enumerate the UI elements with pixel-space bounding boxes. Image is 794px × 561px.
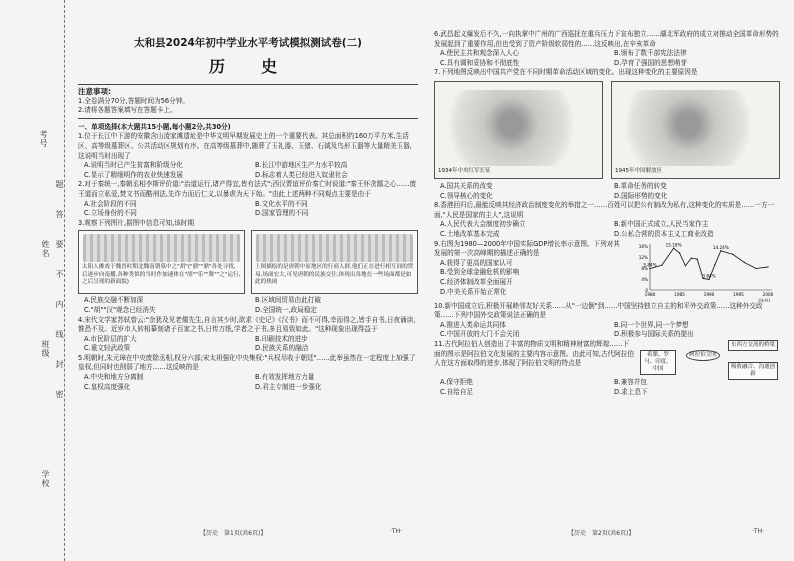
kaohao-label: 考号 <box>39 130 48 148</box>
left-column <box>78 32 418 392</box>
gdp-growth-chart <box>630 240 780 302</box>
option: D.国家管理的不同 <box>255 209 309 218</box>
data-point <box>679 252 680 253</box>
seal-word: 封 <box>55 360 64 369</box>
data-point <box>744 261 745 262</box>
option: A.人民代表大会制度初步确立 <box>440 220 526 229</box>
option: B.受到全球金融危机的影响 <box>440 268 520 277</box>
question-stem: 2.对于秦统一,秦朝丞相李斯评价道:"治道运行,诸产得宜,皆有法式";西汉贾谊评价秦亡时说道:"秦王怀贪鄙之心……废王道而立私爱,焚文书而酷刑法,先诈力而后仁义,以暴虐为天下始。"由此上述两种不同观点主要是由于 <box>78 180 417 198</box>
map-label: 1945年中国解放区 <box>615 168 662 175</box>
option: A.中央和地方分离制 <box>84 373 144 382</box>
option: B.新中国正式成立,人民当家作主 <box>614 220 709 229</box>
question-stem: 9.右图为1980—2000年中国实际GDP增长率示意图。下列对其发展的第一次高峰期的描述正确的是 <box>434 239 620 258</box>
x-axis-label: (年份) <box>758 297 770 302</box>
data-label: 14.24% <box>712 244 729 250</box>
question-stem: 10.新中国成立后,积极开展睦邻友好关系……从"一边倒"到……中国坚持独立自主的和平外交政策……这种外交政策……下列中国外交政策说法正确的是 <box>434 301 763 320</box>
question-stem: 11.古代阿拉伯人创造出了丰富的物质文明和精神财富的辉煌……下面的图示是阿拉伯文化发展的主要内容示意图。由此可知,古代阿拉伯人在这方面取得的进步,体现了阿拉伯文明的特点是 <box>434 339 634 368</box>
x-tick-label: 1980 <box>644 291 656 297</box>
options <box>78 161 418 180</box>
map-label: 1934年中央红军长征 <box>438 168 491 175</box>
figure-right <box>251 230 418 294</box>
q11-block <box>434 340 780 378</box>
options <box>434 49 780 68</box>
seal-word: 题 <box>55 180 64 189</box>
option: D.求上息下 <box>614 387 648 396</box>
option: A.保守拒绝 <box>440 377 473 386</box>
option: C.重文轻武政策 <box>84 344 131 353</box>
option: B.革命任务的转变 <box>614 181 667 190</box>
option: D.君主专制进一步强化 <box>255 382 322 391</box>
q9-block <box>434 240 780 302</box>
seal-word: 密 <box>55 390 64 399</box>
option: C."胡""汉"观念已经消失 <box>84 305 156 314</box>
section-heading: 一、单项选择(本大题共15小题,每小题2分,共30分) <box>78 122 231 131</box>
option: B.区域间贸易由此打破 <box>255 296 321 305</box>
options <box>78 296 418 315</box>
option: D.中美关系开始正常化 <box>440 287 507 296</box>
seal-word: 内 <box>55 300 64 309</box>
note-item: 1.全卷满分70分,答题时间为56分钟。 <box>78 96 189 105</box>
figure-caption: 太阳人傩戏于魏晋时期北魏南朝墓中之"胡"("鼎""鼎"各处寻找,后逐步向南播,各种类似的当时作加速体在"胡""乐""舞""之"运行,之后呈现的新面貌) <box>82 264 241 286</box>
option: C.经济体制改革全面展开 <box>440 277 513 286</box>
data-point <box>756 267 757 268</box>
option: D.孕育了强国的思想萌芽 <box>614 58 688 67</box>
x-tick-label: 2000 <box>762 291 774 297</box>
option: B.兼容并包 <box>614 377 647 386</box>
question-stem: 7.下列地图反映出中国共产党在不同时期革命活动区域的变化。出现这种变化的主要原因是 <box>434 68 698 77</box>
option: C.中国开放的大门不会关闭 <box>440 330 520 339</box>
option: C.土地改革基本完成 <box>440 229 500 238</box>
data-point <box>673 247 674 248</box>
data-point <box>691 257 692 258</box>
data-point <box>732 253 733 254</box>
page-number: 【历史 第1页(共6页)】 <box>200 530 267 537</box>
diagram-node: 吸收融合、沟通创新 <box>728 362 778 380</box>
option: A.使民主共和观念深入人心 <box>440 49 520 58</box>
data-point <box>649 267 650 268</box>
options <box>78 200 418 219</box>
option: D.积极参与国际关系的提出 <box>614 330 694 339</box>
x-tick-label: 1990 <box>703 291 715 297</box>
y-tick-label: 4% <box>641 276 648 282</box>
seal-word: 不 <box>55 270 64 279</box>
notes-heading: 注意事项: <box>78 87 111 96</box>
option: A.社会阶段的不同 <box>84 199 137 208</box>
data-point <box>685 265 686 266</box>
option: A.说明当时已产生贫富和阶级分化 <box>84 161 183 170</box>
map-right <box>611 81 780 179</box>
question-stem: 5.明朝时,朱元璋在中央废除丞相,权分六部;宋太祖强化中央集权:"兵权尽收于朝廷"……此举虽然在一定程度上加强了皇权,但同时也削弱了地方……这反映的是 <box>78 353 416 372</box>
diagram-node: 东西方交流的桥梁 <box>728 340 778 351</box>
option: D.标志着人类已经进入奴隶社会 <box>255 170 348 179</box>
xuexiao-label: 学校 <box>41 470 50 488</box>
option: A.推进人类命运共同体 <box>440 320 506 329</box>
options <box>78 335 418 354</box>
banji-label: 班级 <box>41 340 50 358</box>
diagram-node: 希腊、罗马、印度、中国 <box>640 350 676 375</box>
options <box>434 321 780 340</box>
y-tick-label: 0 <box>645 287 648 293</box>
options <box>434 220 780 239</box>
option: D.国际形势的变化 <box>614 191 668 200</box>
map-pair <box>434 81 780 179</box>
question-stem: 1.位于长江中下游的安徽含山凌家滩遗址是中华文明早期发展史上的一个重要代表。其总面积约160万平方米,生活区、高等级墓葬区、公共活动区规划有序。在高等级墓葬中,随葬了玉礼器、玉猪、石钺及鸟形玉器等大量精美玉器,这说明当时出现了 <box>78 132 412 160</box>
options <box>434 259 626 297</box>
exam-title: 太和县2024年初中学业水平考试模拟测试卷(二) <box>134 37 362 49</box>
question-stem: 6.武昌起义爆发后不久,一向执掌中广州的广西巡抚在重兵压力下宣布独立……湖北军政府的成立对推动全国革命形势的发展起到了重要作用,但也受到了资产阶级软弱性的……这反映出,在辛亥革命 <box>434 30 779 48</box>
question-stem: 3.观察下列图片,据图中信息可知,该时期 <box>78 218 194 227</box>
mural-image <box>83 234 240 262</box>
options <box>434 182 780 201</box>
option: A.民族交融不断加深 <box>84 296 144 305</box>
y-tick-label: 8% <box>641 265 648 271</box>
arab-civ-diagram <box>640 340 780 378</box>
y-tick-label: 16% <box>638 243 648 249</box>
x-tick-label: 1985 <box>674 291 685 297</box>
binding-sidebar <box>0 0 65 561</box>
data-point <box>661 264 662 265</box>
seal-word: 线 <box>55 330 64 339</box>
data-point <box>708 278 709 279</box>
right-column <box>434 30 780 397</box>
note-item: 2.请将各题答案填写在答题卡上。 <box>78 106 177 115</box>
figure-left <box>78 230 245 294</box>
option: C.自给自足 <box>440 387 474 396</box>
option: C.领导核心的变化 <box>440 191 493 200</box>
option: D.全国统一,政局稳定 <box>255 305 318 314</box>
data-label: 3.84% <box>702 272 716 278</box>
option: C.皇权高度强化 <box>84 382 131 391</box>
option: A.市民阶层的扩大 <box>84 334 137 343</box>
x-tick-label: 1995 <box>733 291 744 297</box>
option: D.民族关系的融洽 <box>255 344 309 353</box>
option: C.具有调和妥协和不彻底性 <box>440 58 520 67</box>
data-label: 5.84% <box>643 262 657 268</box>
diagram-node: 阿拉伯文明 <box>686 350 720 361</box>
notes-box <box>78 84 418 119</box>
data-point <box>714 264 715 265</box>
xingming-label: 姓名 <box>41 240 50 258</box>
map-left <box>434 81 603 179</box>
q11-text <box>434 340 634 378</box>
data-label: 15.18% <box>665 241 682 247</box>
option: A.国共关系的改变 <box>440 181 493 190</box>
options <box>434 378 780 397</box>
question-stem: 4.宋代文学家苏轼曾云:"余犹及见老儒先生,自言其少时,欲求《史记》《汉书》而不可得,幸而得之,皆手自书,日夜诵读,惟恐不及。近岁市人转相摹刻诸子百家之书,日传万纸,学者之于书,多且易致如此。"这种现象出现得益于 <box>78 315 416 334</box>
map-region <box>445 90 592 166</box>
q9-text <box>434 240 626 302</box>
page-number: 【历史 第2页(共6页)】 <box>568 530 635 537</box>
data-point <box>720 250 721 251</box>
option: B.印刷技术的进步 <box>255 334 308 343</box>
data-point <box>697 258 698 259</box>
figure-pair <box>78 230 418 294</box>
option: C.立场身份的不同 <box>84 209 137 218</box>
subject-title: 历 史 <box>208 57 287 76</box>
option: B.长江中游地区生产力水平较高 <box>255 161 348 170</box>
footer-right-code: ·TH· <box>752 528 764 535</box>
seal-word: 答 <box>55 210 64 219</box>
footer-left <box>200 528 266 537</box>
footer-left-code: ·TH· <box>390 528 402 535</box>
option: D.公私合营的资本主义工商业改造 <box>614 229 714 238</box>
option: B.文化水平的不同 <box>255 199 308 208</box>
option: B.同一个世界,同一个梦想 <box>614 320 689 329</box>
option: C.显示了精细明作的农业快速发展 <box>84 170 184 179</box>
option: A.获得了更高的国家认可 <box>440 258 513 267</box>
footer-right <box>568 528 634 537</box>
option: B.有效发挥地方力量 <box>255 373 315 382</box>
data-point <box>767 266 768 267</box>
relief-image <box>256 234 413 262</box>
question-stem: 8.香港回归后,最能反映其经济政治制度变化的举措之一……百姓可以把公有制改为私有,这种变化的实质是……一方一面,"人民是国家的主人",这说明 <box>434 201 775 219</box>
map-region <box>622 90 769 166</box>
figure-caption: 上图描绘的是唐朝中原地区的行商人群,他们正在进行相互间的贸易,场面宏大,可见唐朝的民族交往,体现出各地在一些场面都是如此的热闹 <box>255 264 414 286</box>
option: B.颁布了数千部宪法法律 <box>614 49 687 58</box>
seal-word: 要 <box>55 240 64 249</box>
options <box>78 373 418 392</box>
y-tick-label: 12% <box>638 254 648 260</box>
